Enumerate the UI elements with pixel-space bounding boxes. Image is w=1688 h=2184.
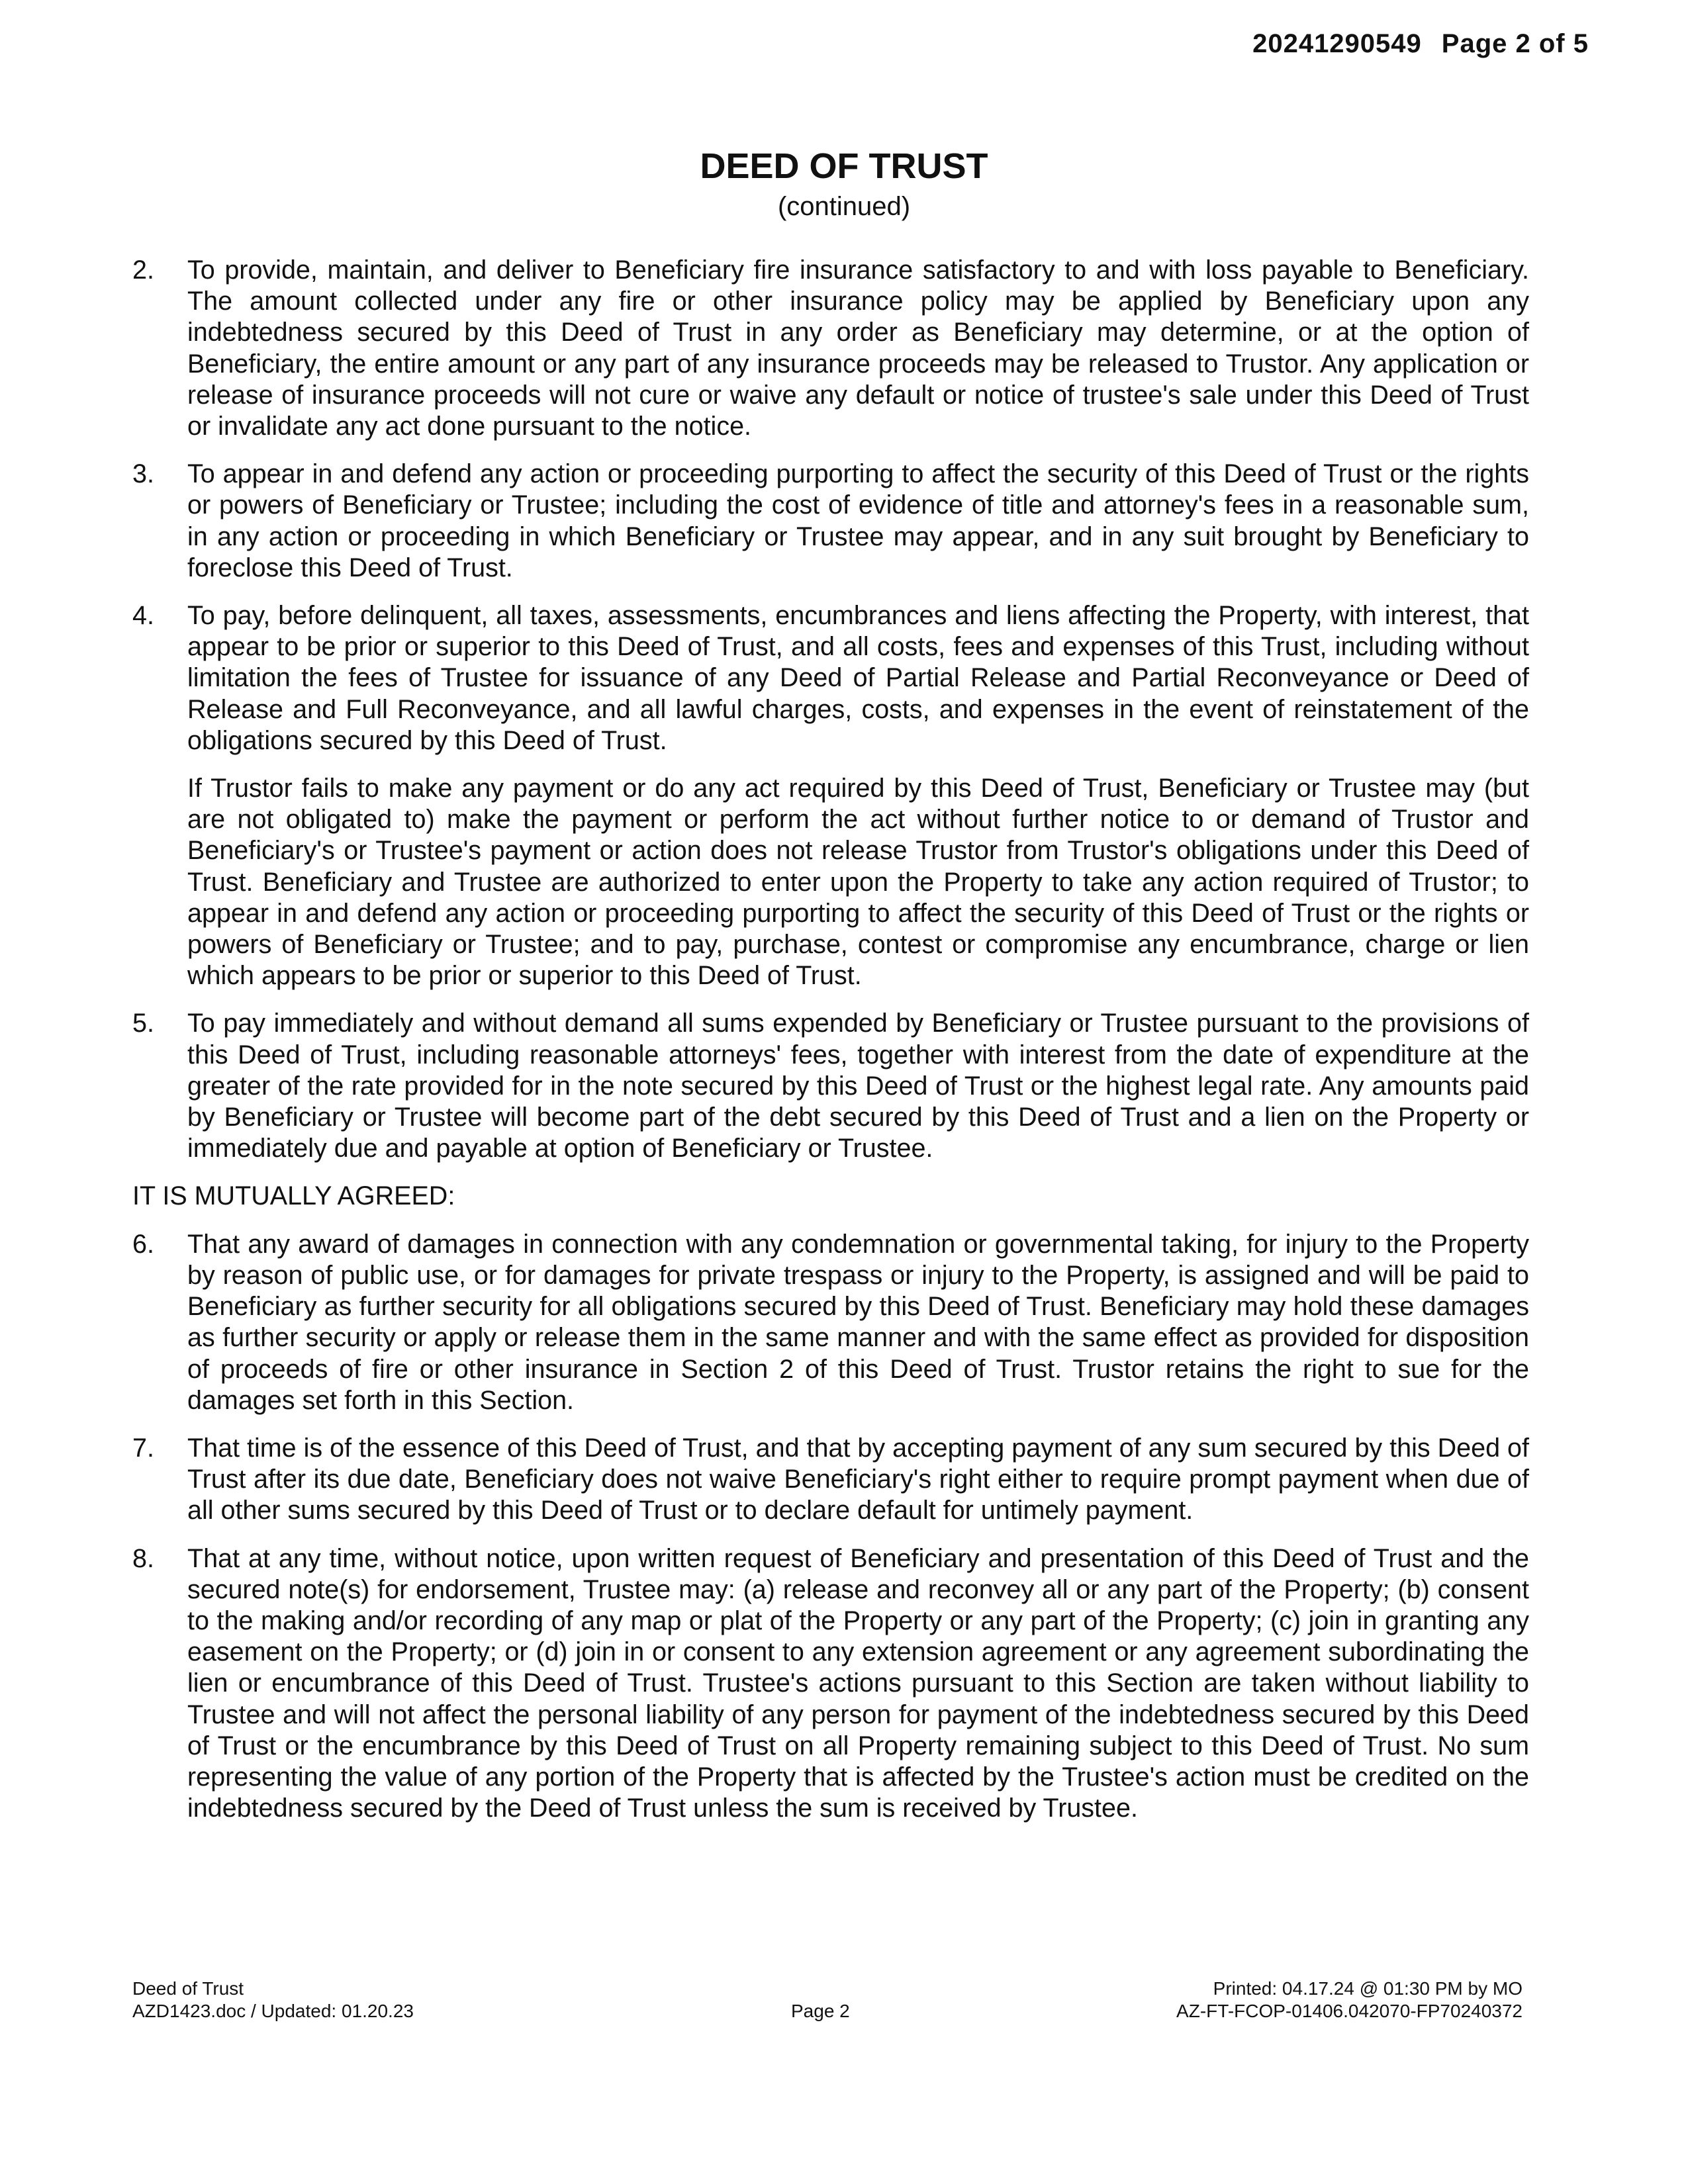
- clause-text: To pay, before delinquent, all taxes, assessments, encumbrances and liens affecting the Property, with interest, that appear to be prior or superior to this Deed of Trust, and all costs, fees and expenses of this Trust, including without limitation the fees of Trustee for issuance of any Deed of Partial Release and Partial Reconveyance or Deed of Release and Full Reconveyance, and all lawful charges, costs, and expenses in the event of reinstatement of the obligations secured by this Deed of Trust.: [187, 601, 1529, 755]
- document-title: DEED OF TRUST: [700, 146, 988, 186]
- mutually-agreed-heading: IT IS MUTUALLY AGREED:: [132, 1181, 455, 1211]
- clause-text: To provide, maintain, and deliver to Beneficiary fire insurance satisfactory to and with loss payable to Beneficiary. The amount collected under any fire or other insurance policy may be applied by Beneficiary upon any indebtedness secured by this Deed of Trust in any order as Beneficiary may determine, or at the option of Beneficiary, the entire amount or any part of any insurance proceeds may be released to Trustor. Any application or release of insurance proceeds will not cure or waive any default or notice of trustee's sale under this Deed of Trust or invalidate any act done pursuant to the notice.: [187, 255, 1529, 441]
- clause-number: 7.: [132, 1433, 154, 1463]
- clause-number: 8.: [132, 1543, 154, 1573]
- document-body: [132, 255, 1529, 1841]
- clause-2: [132, 255, 1529, 442]
- page-indicator: Page 2 of 5: [1441, 29, 1589, 58]
- clause-text: That time is of the essence of this Deed of Trust, and that by accepting payment of any sum secured by this Deed of Trust after its due date, Beneficiary does not waive Beneficiary's right either to require prompt payment when due of all other sums secured by this Deed of Trust or to declare default for untimely payment.: [187, 1433, 1529, 1525]
- footer-printed-info: Printed: 04.17.24 @ 01:30 PM by MO: [1213, 1978, 1523, 1999]
- footer-left: [132, 1978, 414, 2023]
- footer-right: [1176, 1978, 1523, 2023]
- clause-text: That at any time, without notice, upon written request of Beneficiary and presentation of this Deed of Trust and the secured note(s) for endorsement, Trustee may: (a) release and reconvey all or any part of the Property; (b) consent to the making and/or recording of any map or plat of the Property or any part of the Property; (c) join in granting any easement on the Property; or (d) join in or consent to any extension agreement or any agreement subordinating the lien or encumbrance of this Deed of Trust. Trustee's actions pursuant to this Section are taken without liability to Trustee and will not affect the personal liability of any person for payment of the indebtedness secured by this Deed of Trust or the encumbrance by this Deed of Trust on all Property remaining subject to this Deed of Trust. No sum representing the value of any portion of the Property that is affected by the Trustee's action must be credited on the indebtedness secured by the Deed of Trust unless the sum is received by Trustee.: [187, 1543, 1529, 1823]
- clause-text: To pay immediately and without demand all sums expended by Beneficiary or Trustee pursuant to the provisions of this Deed of Trust, including reasonable attorneys' fees, together with interest from the date of expenditure at the greater of the rate provided for in the note secured by this Deed of Trust or the highest legal rate. Any amounts paid by Beneficiary or Trustee will become part of the debt secured by this Deed of Trust and a lien on the Property or immediately due and payable at option of Beneficiary or Trustee.: [187, 1009, 1529, 1163]
- footer-doc-title: Deed of Trust: [132, 1978, 244, 1999]
- clause-text: To appear in and defend any action or proceeding purporting to affect the security of this Deed of Trust or the rights or powers of Beneficiary or Trustee; including the cost of evidence of title and attorney's fees in a reasonable sum, in any action or proceeding in which Beneficiary or Trustee may appear, and in any suit brought by Beneficiary to foreclose this Deed of Trust.: [187, 459, 1529, 582]
- clause-text-continued: If Trustor fails to make any payment or do any act required by this Deed of Trust, Beneficiary or Trustee may (but are not obligated to) make the payment or perform the act without further notice to or demand of Trustor and Beneficiary's or Trustee's payment or action does not release Trustor from Trustor's obligations under this Deed of Trust. Beneficiary and Trustee are authorized to enter upon the Property to take any action required of Trustor; to appear in and defend any action or proceeding purporting to affect the security of this Deed of Trust or the rights or powers of Beneficiary or Trustee; and to pay, purchase, contest or compromise any encumbrance, charge or lien which appears to be prior or superior to this Deed of Trust.: [187, 774, 1529, 991]
- clause-number: 3.: [132, 459, 154, 489]
- footer-file-code: AZ-FT-FCOP-01406.042070-FP70240372: [1176, 2001, 1523, 2021]
- document-header: [1252, 29, 1589, 59]
- clause-text: That any award of damages in connection with any condemnation or governmental taking, for injury to the Property by reason of public use, or for damages for private trespass or injury to the Property, is assigned and will be paid to Beneficiary as further security for all obligations secured by this Deed of Trust. Beneficiary may hold these damages as further security or apply or release them in the same manner and with the same effect as provided for disposition of proceeds of fire or other insurance in Section 2 of this Deed of Trust. Trustor retains the right to sue for the damages set forth in this Section.: [187, 1229, 1529, 1415]
- clause-4: [132, 600, 1529, 991]
- document-subtitle: (continued): [777, 192, 911, 221]
- clause-number: 5.: [132, 1009, 154, 1038]
- clause-number: 4.: [132, 601, 154, 631]
- footer-page-number: Page 2: [791, 2001, 850, 2021]
- document-number: 20241290549: [1252, 29, 1422, 58]
- footer-doc-version: AZD1423.doc / Updated: 01.20.23: [132, 2001, 414, 2021]
- clause-number: 2.: [132, 255, 154, 285]
- clause-8: [132, 1543, 1529, 1825]
- clause-3: [132, 459, 1529, 584]
- clause-7: [132, 1433, 1529, 1527]
- clause-number: 6.: [132, 1229, 154, 1259]
- clause-5: [132, 1008, 1529, 1164]
- clause-6: [132, 1229, 1529, 1416]
